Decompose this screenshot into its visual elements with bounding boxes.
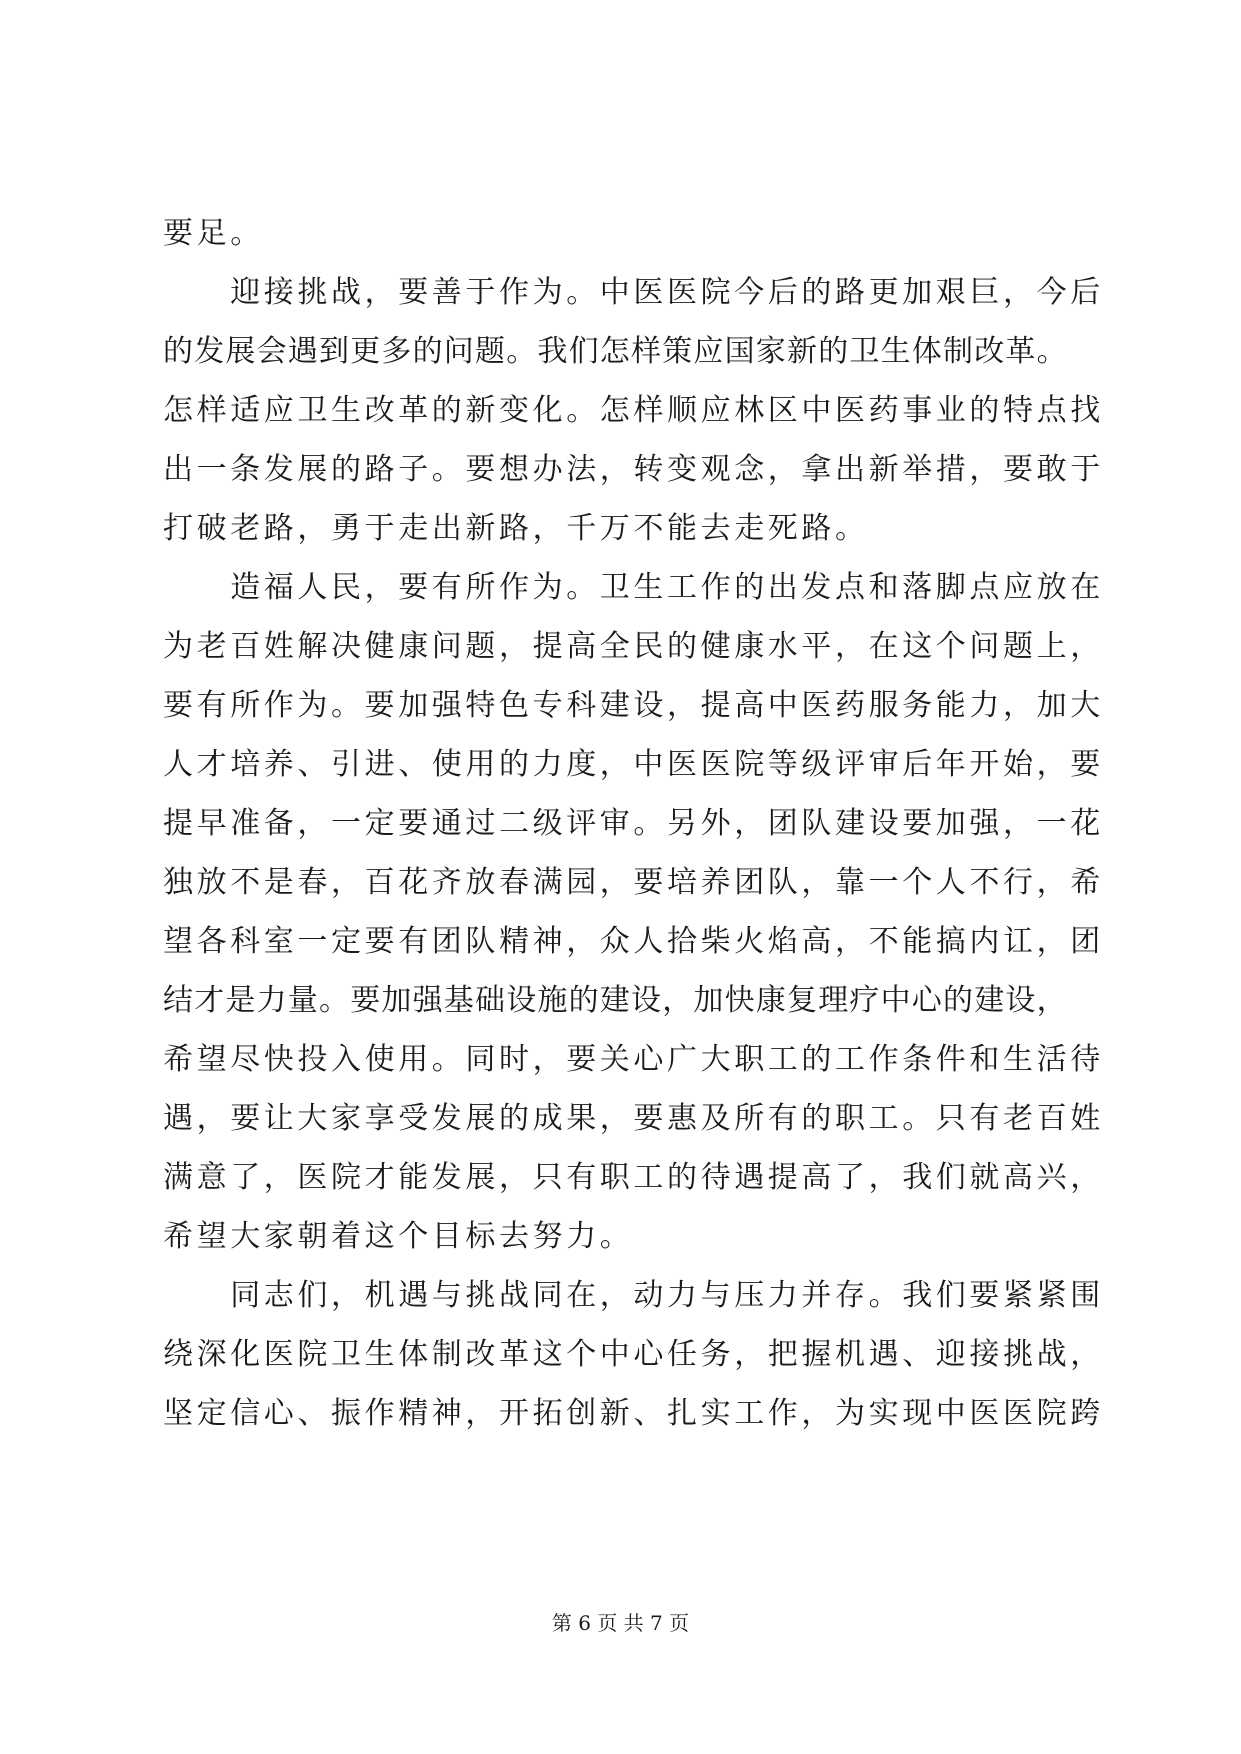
text-line: 的发展会遇到更多的问题。我们怎样策应国家新的卫生体制改革。 <box>163 334 1068 369</box>
body-text <box>163 204 1104 1443</box>
text-line: 希望大家朝着这个目标去努力。 <box>163 1219 634 1254</box>
text-line: 提早准备，一定要通过二级评审。另外，团队建设要加强，一花 <box>163 806 1104 841</box>
text-line: 同志们，机遇与挑战同在，动力与压力并存。我们要紧紧围 <box>163 1278 1104 1313</box>
text-line: 望各科室一定要有团队精神，众人拾柴火焰高，不能搞内讧，团 <box>163 924 1104 959</box>
text-line: 坚定信心、振作精神，开拓创新、扎实工作，为实现中医医院跨 <box>163 1396 1104 1431</box>
text-line: 怎样适应卫生改革的新变化。怎样顺应林区中医药事业的特点找 <box>163 393 1104 428</box>
text-line: 结才是力量。要加强基础设施的建设，加快康复理疗中心的建设， <box>163 983 1068 1018</box>
text-line: 迎接挑战，要善于作为。中医医院今后的路更加艰巨，今后 <box>163 275 1104 310</box>
text-line: 为老百姓解决健康问题，提高全民的健康水平，在这个问题上， <box>163 629 1104 664</box>
text-line: 出一条发展的路子。要想办法，转变观念，拿出新举措，要敢于 <box>163 452 1104 487</box>
text-line: 希望尽快投入使用。同时，要关心广大职工的工作条件和生活待 <box>163 1042 1104 1077</box>
text-line: 满意了，医院才能发展，只有职工的待遇提高了，我们就高兴， <box>163 1160 1104 1195</box>
text-line: 要有所作为。要加强特色专科建设，提高中医药服务能力，加大 <box>163 688 1104 723</box>
text-line: 造福人民，要有所作为。卫生工作的出发点和落脚点应放在 <box>163 570 1104 605</box>
page-number-label: 第 6 页 共 7 页 <box>551 1611 690 1635</box>
text-line: 遇，要让大家享受发展的成果，要惠及所有的职工。只有老百姓 <box>163 1101 1104 1136</box>
text-line: 独放不是春，百花齐放春满园，要培养团队，靠一个人不行，希 <box>163 865 1104 900</box>
text-line: 要足。 <box>163 216 264 251</box>
text-line: 人才培养、引进、使用的力度，中医医院等级评审后年开始，要 <box>163 747 1104 782</box>
text-line: 打破老路，勇于走出新路，千万不能去走死路。 <box>163 511 869 546</box>
page-footer <box>0 1607 1241 1636</box>
text-line: 绕深化医院卫生体制改革这个中心任务，把握机遇、迎接挑战， <box>163 1337 1104 1372</box>
